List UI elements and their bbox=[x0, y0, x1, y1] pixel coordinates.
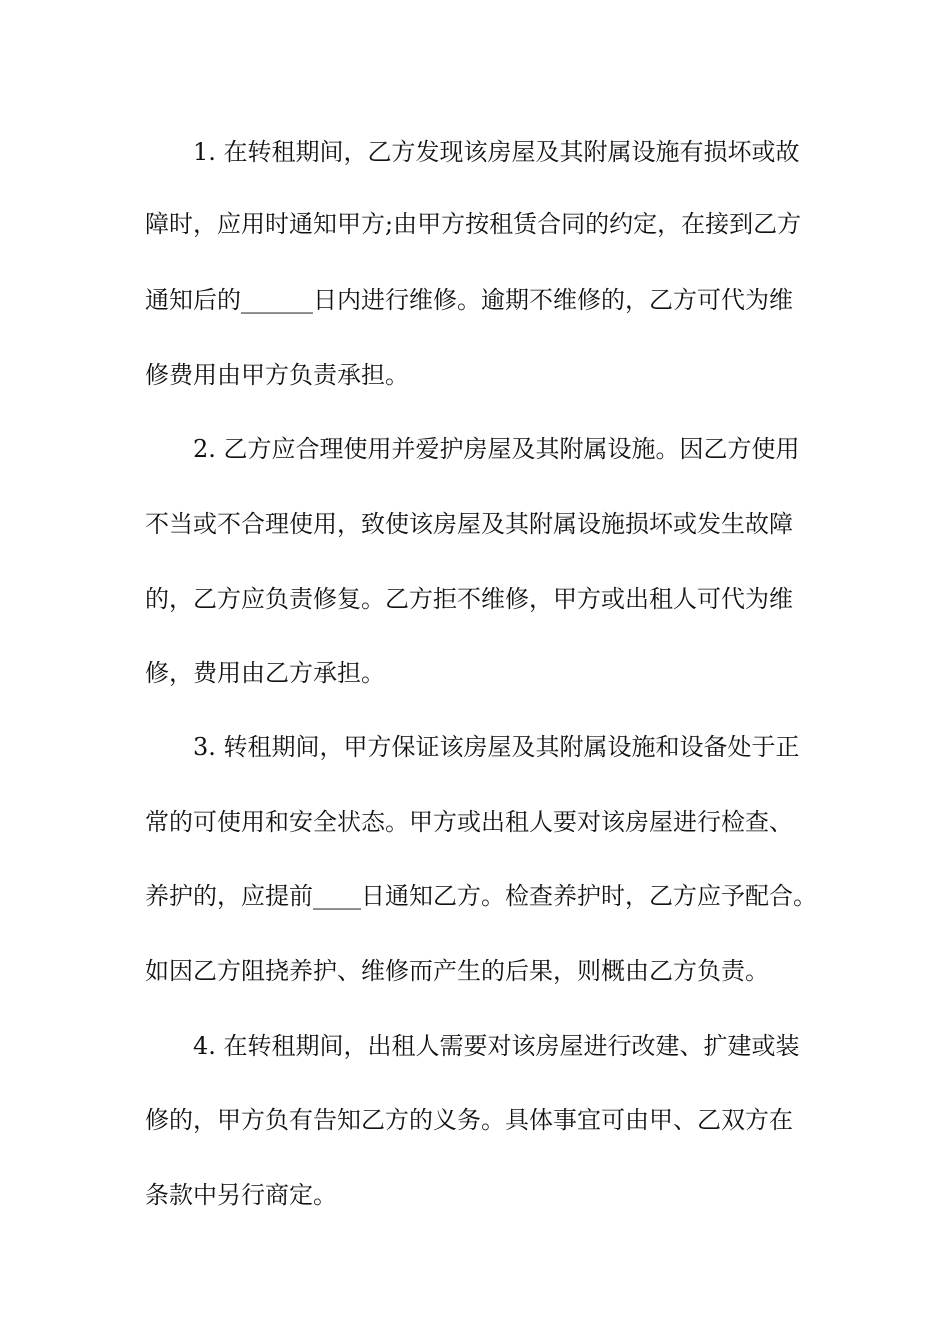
clause-2-line-1: 2. 乙方应合理使用并爱护房屋及其附属设施。因乙方使用 bbox=[193, 435, 800, 463]
clause-2-line-2: 不当或不合理使用，致使该房屋及其附属设施损坏或发生故障 bbox=[145, 510, 793, 538]
clause-3-line-4: 如因乙方阻挠养护、维修而产生的后果，则概由乙方负责。 bbox=[145, 957, 769, 985]
clause-1-line-1: 1. 在转租期间，乙方发现该房屋及其附属设施有损坏或故 bbox=[193, 138, 800, 166]
clause-1-line-3: 通知后的______日内进行维修。逾期不维修的，乙方可代为维 bbox=[145, 286, 793, 314]
clause-1-line-2: 障时，应用时通知甲方;由甲方按租赁合同的约定，在接到乙方 bbox=[145, 210, 802, 238]
clause-3-line-2: 常的可使用和安全状态。甲方或出租人要对该房屋进行检查、 bbox=[145, 808, 793, 836]
clause-2-line-4: 修，费用由乙方承担。 bbox=[145, 659, 385, 687]
clause-4-line-1: 4. 在转租期间，出租人需要对该房屋进行改建、扩建或装 bbox=[193, 1032, 800, 1060]
clause-4-line-2: 修的，甲方负有告知乙方的义务。具体事宜可由甲、乙双方在 bbox=[145, 1106, 793, 1134]
clause-3-line-1: 3. 转租期间，甲方保证该房屋及其附属设施和设备处于正 bbox=[193, 733, 800, 761]
clause-4-line-3: 条款中另行商定。 bbox=[145, 1181, 337, 1209]
clause-1-line-4: 修费用由甲方负责承担。 bbox=[145, 361, 409, 389]
clause-3-line-3: 养护的，应提前____日通知乙方。检查养护时，乙方应予配合。 bbox=[145, 882, 817, 910]
clause-2-line-3: 的，乙方应负责修复。乙方拒不维修，甲方或出租人可代为维 bbox=[145, 585, 793, 613]
